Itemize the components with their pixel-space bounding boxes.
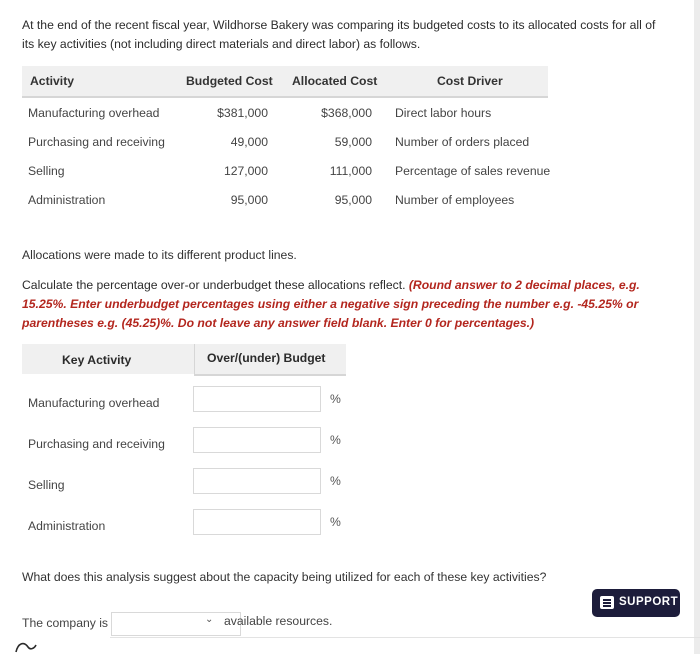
row-budgeted: $381,000 xyxy=(217,106,268,120)
manufacturing-overhead-percent-input[interactable] xyxy=(193,386,321,412)
selling-percent-input[interactable] xyxy=(193,468,321,494)
row-driver: Number of orders placed xyxy=(395,135,530,149)
scrollbar[interactable] xyxy=(694,0,700,654)
answer-row-label: Selling xyxy=(28,478,65,492)
cost-row xyxy=(22,128,548,157)
row-allocated: 95,000 xyxy=(334,193,372,207)
capacity-question: What does this analysis suggest about the capacity being utilized for each of these key activities? xyxy=(22,570,547,584)
row-allocated: 111,000 xyxy=(329,164,372,178)
row-budgeted: 127,000 xyxy=(223,164,268,178)
row-driver: Number of employees xyxy=(395,193,515,207)
answer-row-selling xyxy=(22,464,346,504)
answer-table-header xyxy=(22,344,346,374)
divider xyxy=(110,637,700,638)
header-activity: Activity xyxy=(30,74,75,88)
row-activity: Purchasing and receiving xyxy=(28,135,165,149)
header-cost-driver: Cost Driver xyxy=(437,74,503,88)
row-activity: Manufacturing overhead xyxy=(28,106,160,120)
purchasing-receiving-percent-input[interactable] xyxy=(193,427,321,453)
intro-text: At the end of the recent fiscal year, Wildhorse Bakery was comparing its budgeted costs to its allocated costs for all of its key activities (not including direct materials and direct labor) as follows. xyxy=(22,18,656,51)
company-suffix: available resources. xyxy=(224,614,333,628)
row-budgeted: 95,000 xyxy=(230,193,268,207)
row-activity: Administration xyxy=(28,193,106,207)
row-driver: Direct labor hours xyxy=(395,106,492,120)
support-label: SUPPORT xyxy=(619,596,679,608)
row-activity: Selling xyxy=(28,164,65,178)
cost-row xyxy=(22,186,548,215)
header-over-under-budget: Over/(under) Budget xyxy=(207,351,326,365)
answer-row-purchasing-receiving xyxy=(22,423,346,463)
answer-row-label: Administration xyxy=(28,519,106,533)
cost-row xyxy=(22,157,551,186)
answer-row-label: Purchasing and receiving xyxy=(28,437,165,451)
row-allocated: $368,000 xyxy=(321,106,372,120)
header-underline xyxy=(194,374,346,376)
capacity-dropdown[interactable] xyxy=(111,612,241,636)
header-divider xyxy=(194,344,195,374)
percent-unit: % xyxy=(330,392,341,406)
answer-row-administration xyxy=(22,505,346,545)
row-budgeted: 49,000 xyxy=(230,135,268,149)
header-budgeted-cost: Budgeted Cost xyxy=(186,74,273,88)
allocation-note: Allocations were made to its different product lines. xyxy=(22,248,297,262)
percent-unit: % xyxy=(330,515,341,529)
company-prefix: The company is xyxy=(22,616,109,630)
chat-icon xyxy=(600,596,614,609)
answer-row-manufacturing-overhead xyxy=(22,382,346,422)
header-allocated-cost: Allocated Cost xyxy=(292,74,378,88)
percent-unit: % xyxy=(330,433,341,447)
instructions-lead: Calculate the percentage over-or underbudget these allocations reflect. xyxy=(22,278,409,292)
cost-table-header xyxy=(22,66,548,98)
chevron-down-icon[interactable]: ⌄ xyxy=(205,614,214,625)
cost-row xyxy=(22,99,548,128)
row-driver: Percentage of sales revenue xyxy=(395,164,551,178)
answer-row-label: Manufacturing overhead xyxy=(28,396,160,410)
instructions xyxy=(22,276,662,333)
percent-unit: % xyxy=(330,474,341,488)
instructions-hint: (Round answer to 2 decimal places, e.g. 15.25%. Enter underbudget percentages using either a negative sign preceding the number e.g. -45.25% or parentheses e.g. (45.25)%. Do not leave any answer field blank. Enter 0 for percentages.) xyxy=(22,278,640,330)
administration-percent-input[interactable] xyxy=(193,509,321,535)
company-sentence xyxy=(22,612,622,638)
header-key-activity: Key Activity xyxy=(62,353,132,367)
row-allocated: 59,000 xyxy=(334,135,372,149)
curved-arrow-icon xyxy=(14,637,44,654)
cost-table xyxy=(22,66,551,216)
